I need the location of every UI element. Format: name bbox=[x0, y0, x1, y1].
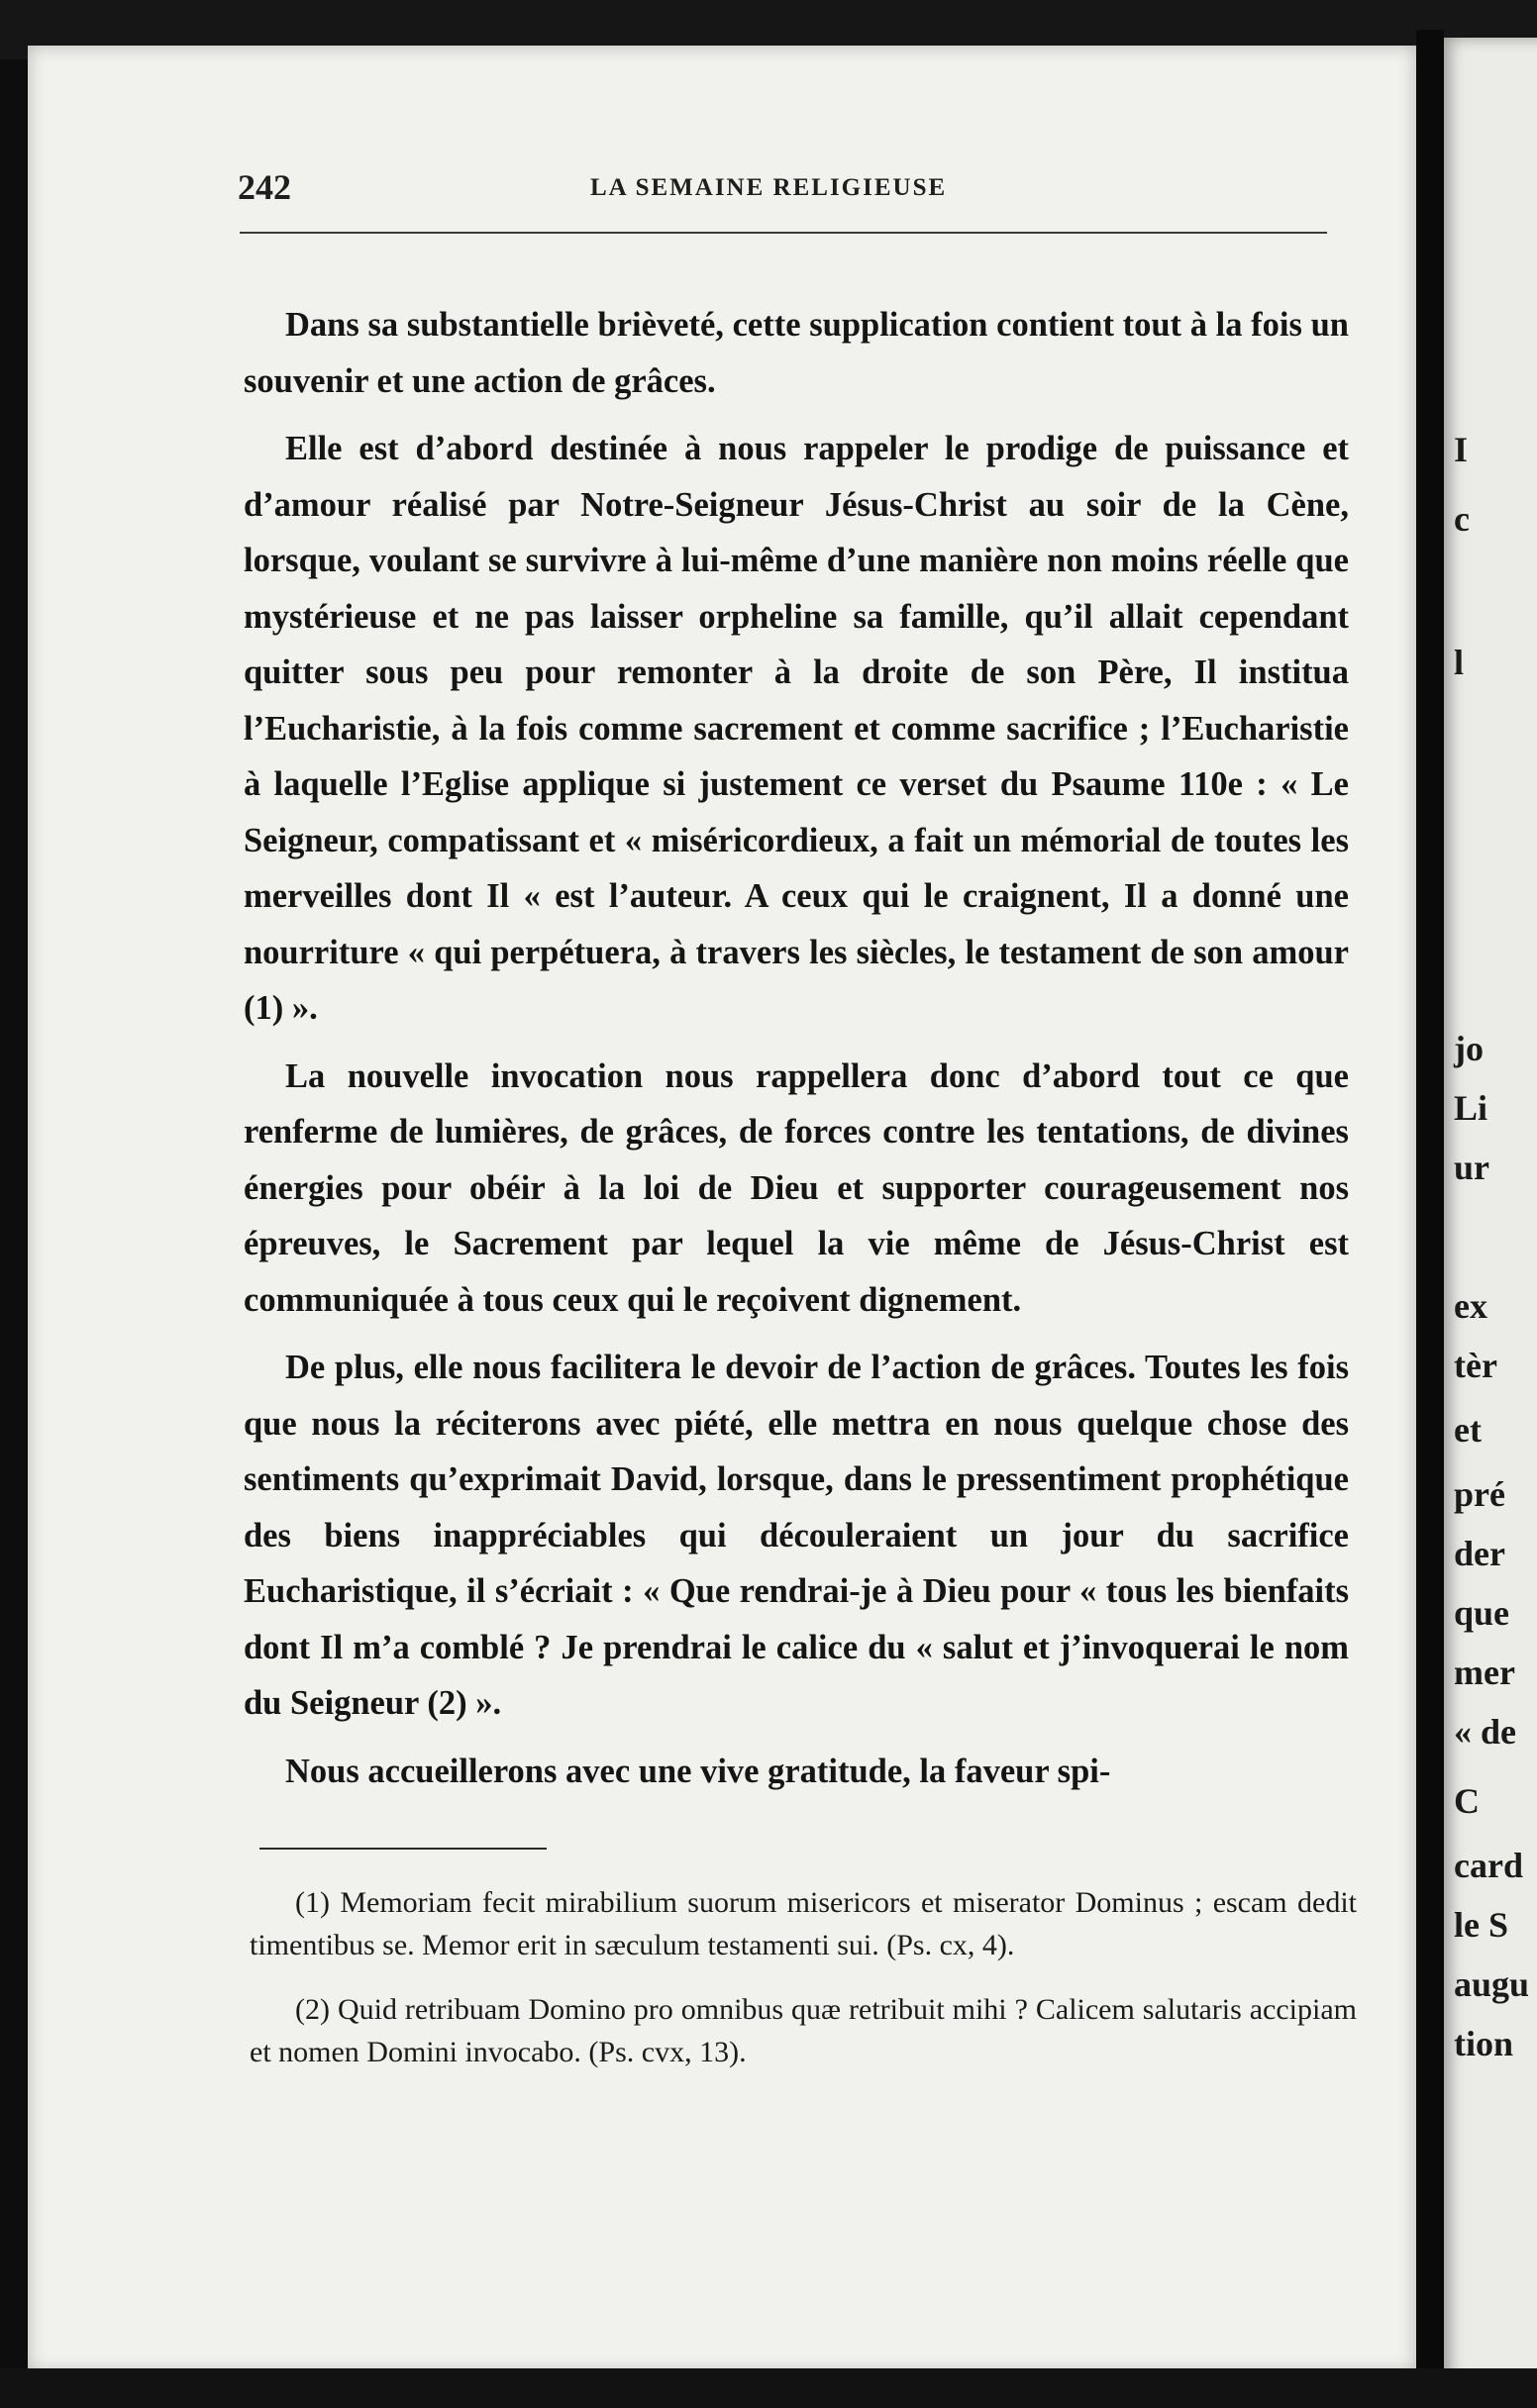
facing-fragment: Li bbox=[1454, 1088, 1488, 1128]
facing-page-text-fragments bbox=[1444, 38, 1537, 2384]
paragraph: Nous accueillerons avec une vive gratitude, la faveur spi- bbox=[285, 1752, 1111, 1790]
facing-fragment: jo bbox=[1454, 1029, 1484, 1068]
paragraph: La nouvelle invocation nous rappellera donc d’abord tout ce que renferme de lumières, de grâces, de forces contre les tentations, de divines énergies pour obéir à la loi de Dieu et supporter courageusement nos épreuves, le Sacrement par lequel la vie même de Jésus-Christ est communiquée à tous ceux qui le reçoivent dignement. bbox=[244, 1056, 1349, 1319]
footnotes bbox=[250, 1881, 1357, 2095]
facing-fragment: card bbox=[1454, 1846, 1523, 1885]
footnote: (2) Quid retribuam Domino pro omnibus quæ retribuit mihi ? Calicem salutaris accipiam et nomen Domini invocabo. (Ps. cvx, 13). bbox=[250, 1993, 1357, 2068]
facing-fragment: tion bbox=[1454, 2024, 1514, 2063]
facing-fragment: tèr bbox=[1454, 1346, 1497, 1385]
facing-fragment: C bbox=[1454, 1781, 1480, 1821]
facing-fragment: le S bbox=[1454, 1905, 1509, 1945]
footnote-rule bbox=[259, 1848, 547, 1850]
paragraph: De plus, elle nous facilitera le devoir de l’action de grâces. Toutes les fois que nous la réciterons avec piété, elle mettra en nous quelque chose des sentiments qu’exprimait David, lorsque, dans le pressentiment prophétique des biens inappréciables qui découleraient un jour du sacrifice Eucharistique, il s’écriait : « Que rendrai-je à Dieu pour « tous les bienfaits dont Il m’a comblé ? Je prendrai le calice du « salut et j’invoquerai le nom du Seigneur (2) ». bbox=[244, 1349, 1349, 1722]
header-rule bbox=[240, 232, 1327, 234]
page-gutter bbox=[1416, 30, 1444, 2406]
running-title: LA SEMAINE RELIGIEUSE bbox=[590, 174, 948, 201]
facing-fragment: « de bbox=[1454, 1712, 1516, 1752]
facing-fragment: ex bbox=[1454, 1286, 1487, 1326]
facing-fragment: der bbox=[1454, 1534, 1505, 1573]
page-number: 242 bbox=[238, 167, 291, 207]
facing-fragment: l bbox=[1454, 643, 1465, 682]
page-header bbox=[238, 166, 1327, 214]
paragraph: Dans sa substantielle brièveté, cette supplication contient tout à la fois un souvenir et une action de grâces. bbox=[244, 306, 1349, 400]
footnote: (1) Memoriam fecit mirabilium suorum misericors et miserator Dominus ; escam dedit timentibus se. Memor erit in sæculum testamenti sui. (Ps. cx, 4). bbox=[250, 1886, 1357, 1961]
facing-fragment: et bbox=[1454, 1410, 1482, 1450]
facing-fragment: mer bbox=[1454, 1653, 1515, 1692]
facing-fragment: que bbox=[1454, 1593, 1510, 1633]
paragraph: Elle est d’abord destinée à nous rappeler le prodige de puissance et d’amour réalisé par Notre-Seigneur Jésus-Christ au soir de la Cène, lorsque, voulant se survivre à lui-même d’une manière non moins réelle que mystérieuse et ne pas laisser orpheline sa famille, qu’il allait cependant quitter sous peu pour remonter à la droite de son Père, Il institua l’Eucharistie, à la fois comme sacrement et comme sacrifice ; l’Eucharistie à laquelle l’Eglise applique si justement ce verset du Psaume 110e : « Le Seigneur, compatissant et « miséricordieux, a fait un mémorial de toutes les merveilles dont Il « est l’auteur. A ceux qui le craignent, Il a donné une nourriture « qui perpétuera, à travers les siècles, le testament de son amour (1) ». bbox=[244, 430, 1349, 1027]
facing-fragment: pré bbox=[1454, 1474, 1505, 1514]
facing-fragment: I bbox=[1454, 430, 1469, 469]
facing-fragment: ur bbox=[1454, 1148, 1489, 1187]
facing-fragment: c bbox=[1454, 499, 1470, 539]
body-text bbox=[244, 297, 1349, 1811]
film-border-bottom bbox=[0, 2368, 1537, 2408]
facing-fragment: augu bbox=[1454, 1964, 1530, 2004]
